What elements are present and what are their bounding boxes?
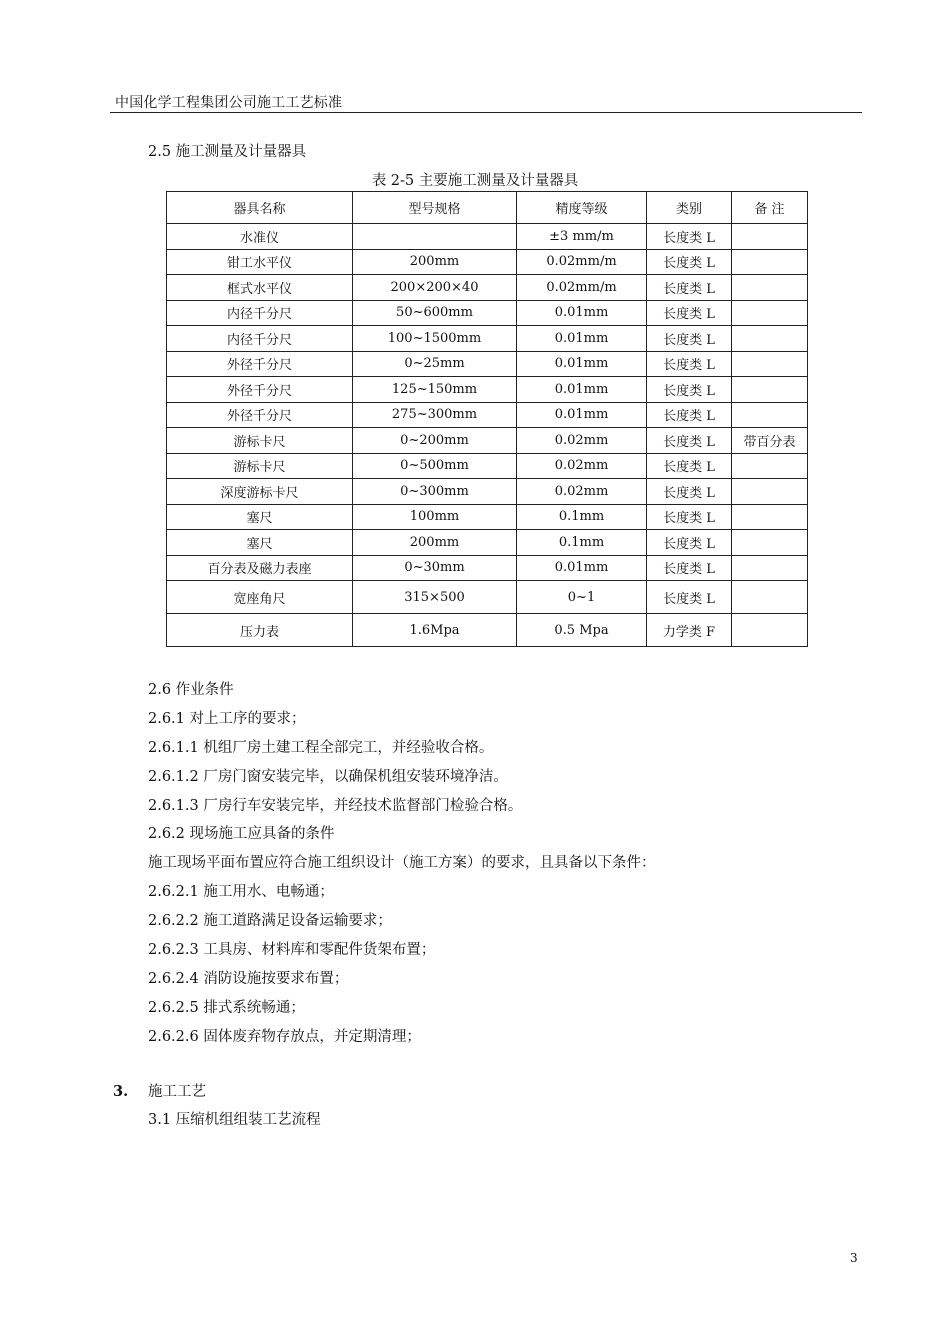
column-header: 精度等级 — [517, 192, 647, 224]
cell-remark — [732, 453, 808, 479]
cell-category: 长度类 L — [647, 402, 732, 428]
cell-accuracy: 0.01mm — [517, 351, 647, 377]
table-row — [167, 300, 808, 326]
cell-remark — [732, 504, 808, 530]
table-row — [167, 581, 808, 614]
cell-model-spec: 1.6Mpa — [353, 614, 517, 647]
section-2-5-title: 2.5 施工测量及计量器具 — [148, 144, 307, 160]
cell-instrument-name: 外径千分尺 — [167, 402, 353, 428]
chapter-title: 施工工艺 — [148, 1084, 206, 1100]
cell-accuracy: 0.02mm — [517, 428, 647, 454]
cell-accuracy: 0.5 Mpa — [517, 614, 647, 647]
list-item: 2.6.2.5 排式系统畅通； — [148, 999, 305, 1016]
cell-model-spec: 315×500 — [353, 581, 517, 614]
cell-model-spec: 200mm — [353, 249, 517, 275]
list-item: 2.6.1.1 机组厂房土建工程全部完工，并经验收合格。 — [148, 739, 494, 756]
cell-accuracy: 0.01mm — [517, 300, 647, 326]
cell-model-spec: 50~600mm — [353, 300, 517, 326]
cell-accuracy: ±3 mm/m — [517, 224, 647, 250]
section-2-6-2-heading: 2.6.2 现场施工应具备的条件 — [148, 826, 335, 843]
cell-instrument-name: 内径千分尺 — [167, 300, 353, 326]
table-header-row — [167, 192, 808, 224]
list-item: 2.6.1.3 厂房行车安装完毕，并经技术监督部门检验合格。 — [148, 797, 523, 814]
page-number: 3 — [850, 1251, 858, 1265]
cell-remark: 带百分表 — [732, 428, 808, 454]
cell-accuracy: 0.01mm — [517, 326, 647, 352]
cell-category: 长度类 L — [647, 479, 732, 505]
cell-model-spec: 275~300mm — [353, 402, 517, 428]
cell-category: 长度类 L — [647, 377, 732, 403]
cell-category: 长度类 L — [647, 453, 732, 479]
cell-remark — [732, 351, 808, 377]
cell-remark — [732, 555, 808, 581]
table-row — [167, 249, 808, 275]
cell-remark — [732, 479, 808, 505]
table-row — [167, 275, 808, 301]
document-header-title: 中国化学工程集团公司施工工艺标准 — [115, 95, 343, 111]
cell-instrument-name: 塞尺 — [167, 530, 353, 556]
cell-instrument-name: 游标卡尺 — [167, 453, 353, 479]
cell-remark — [732, 300, 808, 326]
table-row — [167, 555, 808, 581]
chapter-number: 3. — [113, 1083, 129, 1100]
table-row — [167, 453, 808, 479]
cell-model-spec — [353, 224, 517, 250]
cell-instrument-name: 百分表及磁力表座 — [167, 555, 353, 581]
cell-accuracy: 0.02mm — [517, 479, 647, 505]
cell-instrument-name: 内径千分尺 — [167, 326, 353, 352]
cell-instrument-name: 塞尺 — [167, 504, 353, 530]
equipment-table — [166, 191, 808, 647]
cell-model-spec: 200mm — [353, 530, 517, 556]
cell-remark — [732, 326, 808, 352]
cell-model-spec: 0~25mm — [353, 351, 517, 377]
list-item: 2.6.2.3 工具房、材料库和零配件货架布置； — [148, 942, 436, 959]
cell-category: 长度类 L — [647, 326, 732, 352]
list-item: 2.6.2.6 固体废弃物存放点，并定期清理； — [148, 1028, 421, 1045]
cell-remark — [732, 402, 808, 428]
table-row — [167, 614, 808, 647]
table-row — [167, 326, 808, 352]
cell-category: 长度类 L — [647, 300, 732, 326]
cell-model-spec: 0~30mm — [353, 555, 517, 581]
list-item: 2.6.2.1 施工用水、电畅通； — [148, 884, 334, 901]
table-row — [167, 224, 808, 250]
table-caption: 表 2-5 主要施工测量及计量器具 — [371, 173, 579, 189]
column-header: 类别 — [647, 192, 732, 224]
cell-category: 长度类 L — [647, 351, 732, 377]
cell-category: 长度类 L — [647, 249, 732, 275]
cell-accuracy: 0.01mm — [517, 402, 647, 428]
column-header: 型号规格 — [353, 192, 517, 224]
cell-instrument-name: 钳工水平仪 — [167, 249, 353, 275]
section-2-6-1-heading: 2.6.1 对上工序的要求； — [148, 710, 306, 727]
cell-category: 长度类 L — [647, 224, 732, 250]
cell-model-spec: 0~300mm — [353, 479, 517, 505]
cell-instrument-name: 深度游标卡尺 — [167, 479, 353, 505]
cell-model-spec: 0~200mm — [353, 428, 517, 454]
cell-accuracy: 0.01mm — [517, 555, 647, 581]
column-header: 备 注 — [732, 192, 808, 224]
cell-model-spec: 125~150mm — [353, 377, 517, 403]
list-item: 2.6.2.2 施工道路满足设备运输要求； — [148, 913, 392, 930]
cell-category: 长度类 L — [647, 504, 732, 530]
cell-accuracy: 0~1 — [517, 581, 647, 614]
cell-accuracy: 0.02mm — [517, 453, 647, 479]
cell-accuracy: 0.01mm — [517, 377, 647, 403]
paragraph: 施工现场平面布置应符合施工组织设计（施工方案）的要求，且具备以下条件： — [148, 855, 656, 872]
cell-instrument-name: 宽座角尺 — [167, 581, 353, 614]
cell-accuracy: 0.02mm/m — [517, 249, 647, 275]
cell-category: 长度类 L — [647, 555, 732, 581]
table-row — [167, 479, 808, 505]
cell-instrument-name: 外径千分尺 — [167, 377, 353, 403]
column-header: 器具名称 — [167, 192, 353, 224]
section-2-6-heading: 2.6 作业条件 — [148, 682, 234, 698]
list-item: 2.6.2.4 消防设施按要求布置； — [148, 970, 349, 987]
chapter-3-heading — [113, 1080, 206, 1101]
cell-category: 力学类 F — [647, 614, 732, 647]
cell-model-spec: 100~1500mm — [353, 326, 517, 352]
cell-remark — [732, 275, 808, 301]
cell-instrument-name: 外径千分尺 — [167, 351, 353, 377]
cell-accuracy: 0.1mm — [517, 504, 647, 530]
table-row — [167, 428, 808, 454]
cell-remark — [732, 614, 808, 647]
cell-remark — [732, 581, 808, 614]
cell-instrument-name: 游标卡尺 — [167, 428, 353, 454]
section-3-1-title: 3.1 压缩机组组装工艺流程 — [148, 1112, 321, 1128]
cell-remark — [732, 530, 808, 556]
header-rule — [110, 112, 862, 113]
cell-instrument-name: 压力表 — [167, 614, 353, 647]
table-row — [167, 402, 808, 428]
cell-accuracy: 0.02mm/m — [517, 275, 647, 301]
cell-accuracy: 0.1mm — [517, 530, 647, 556]
section-2-6-body — [148, 676, 656, 1052]
table-row — [167, 377, 808, 403]
cell-category: 长度类 L — [647, 275, 732, 301]
cell-remark — [732, 377, 808, 403]
table-row — [167, 530, 808, 556]
cell-instrument-name: 框式水平仪 — [167, 275, 353, 301]
cell-model-spec: 0~500mm — [353, 453, 517, 479]
cell-model-spec: 100mm — [353, 504, 517, 530]
cell-category: 长度类 L — [647, 428, 732, 454]
cell-category: 长度类 L — [647, 530, 732, 556]
table-row — [167, 504, 808, 530]
cell-remark — [732, 249, 808, 275]
cell-category: 长度类 L — [647, 581, 732, 614]
cell-remark — [732, 224, 808, 250]
table-row — [167, 351, 808, 377]
list-item: 2.6.1.2 厂房门窗安装完毕，以确保机组安装环境净洁。 — [148, 768, 508, 785]
cell-instrument-name: 水准仪 — [167, 224, 353, 250]
cell-model-spec: 200×200×40 — [353, 275, 517, 301]
